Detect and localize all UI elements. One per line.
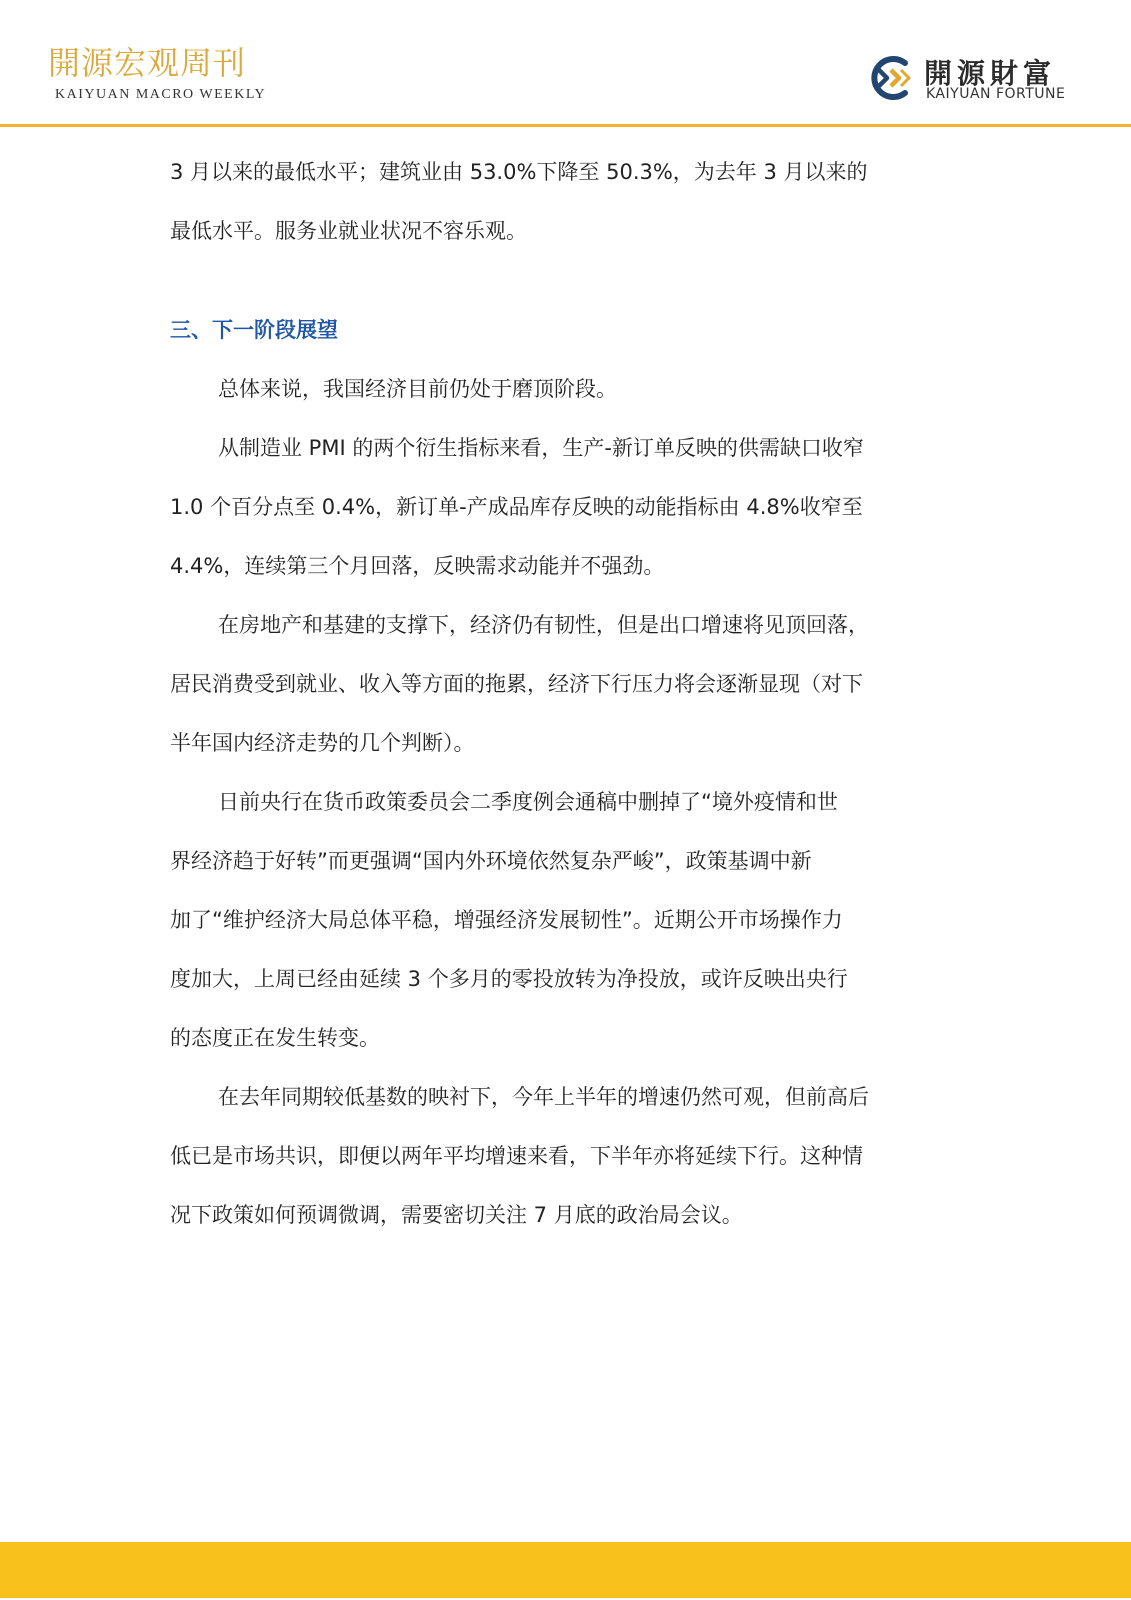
logo-text-cn: 開源財富 [924,57,1057,90]
text-line: 日前央行在货币政策委员会二季度例会通稿中删掉了“境外疫情和世 [218,790,838,814]
text-line: 的态度正在发生转变。 [170,1026,380,1050]
intro-paragraph [170,143,958,261]
text-line: 况下政策如何预调微调，需要密切关注 7 月底的政治局会议。 [170,1203,743,1227]
logo-text-en: KAIYUAN FORTUNE [926,86,1066,102]
body-paragraph [170,596,958,773]
body-paragraph [170,419,958,596]
brand-title-cn: 開源宏观周刊 [48,44,247,82]
kaiyuan-fortune-logo-icon [866,53,916,103]
text-line: 低已是市场共识，即便以两年平均增速来看，下半年亦将延续下行。这种情 [170,1144,863,1168]
text-line: 1.0 个百分点至 0.4%，新订单-产成品库存反映的动能指标由 4.8%收窄至 [170,495,863,519]
body-paragraph [170,360,958,419]
text-line: 度加大，上周已经由延续 3 个多月的零投放转为净投放，或许反映出央行 [170,967,848,991]
footer-bar [0,1542,1131,1598]
text-line: 半年国内经济走势的几个判断）。 [170,731,475,755]
kaiyuan-fortune-logo [866,50,1076,110]
page-header [0,0,1131,128]
text-line: 最低水平。服务业就业状况不容乐观。 [170,219,527,243]
text-line: 总体来说，我国经济目前仍处于磨顶阶段。 [218,377,617,401]
body-paragraph [170,773,958,1068]
text-line: 界经济趋于好转”而更强调“国内外环境依然复杂严峻”，政策基调中新 [170,849,812,873]
header-divider [0,124,1131,127]
document-body [170,143,958,1245]
text-line: 在去年同期较低基数的映衬下，今年上半年的增速仍然可观，但前高后 [218,1085,869,1109]
section-heading: 三、下一阶段展望 [170,318,338,342]
brand-title-en: KAIYUAN MACRO WEEKLY [55,87,267,102]
text-line: 从制造业 PMI 的两个衍生指标来看，生产-新订单反映的供需缺口收窄 [218,436,864,460]
text-line: 4.4%，连续第三个月回落，反映需求动能并不强劲。 [170,554,665,578]
text-line: 3 月以来的最低水平；建筑业由 53.0%下降至 50.3%，为去年 3 月以来的 [170,160,868,184]
text-line: 居民消费受到就业、收入等方面的拖累，经济下行压力将会逐渐显现（对下 [170,672,863,696]
text-line: 在房地产和基建的支撑下，经济仍有韧性，但是出口增速将见顶回落， [218,613,869,637]
text-line: 加了“维护经济大局总体平稳，增强经济发展韧性”。近期公开市场操作力 [170,908,843,932]
body-paragraph [170,1068,958,1245]
